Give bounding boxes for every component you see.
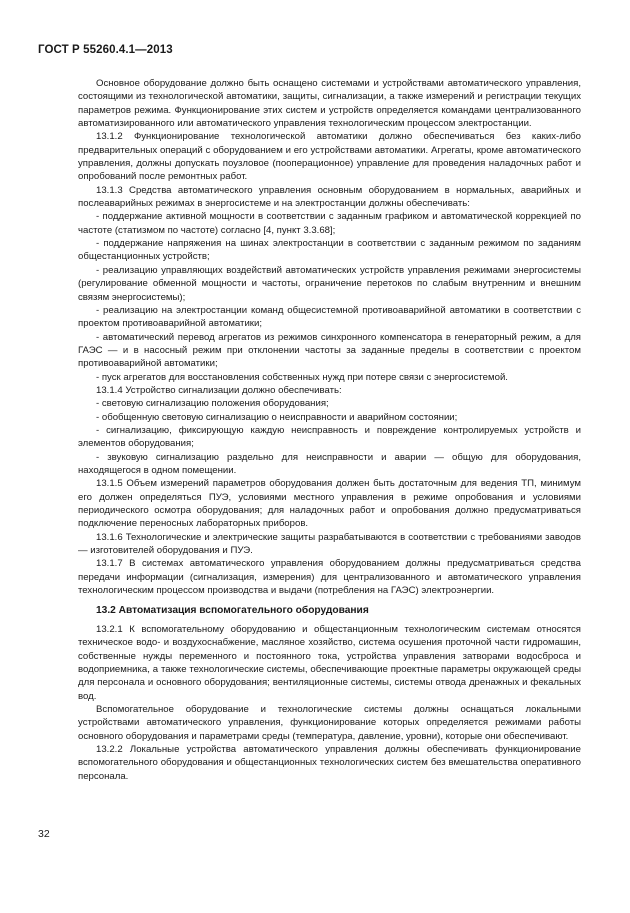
list-item: - обобщенную световую сигнализацию о неисправности и аварийном состоянии;: [96, 411, 458, 423]
page-number: 32: [38, 828, 50, 840]
paragraph: 13.1.7 В системах автоматического управления оборудованием должны предусматриваться средства передачи информации (сигнализация, измерения) для централизованного и автоматического управления технологическим процессом производства и выдачи (потребления на ГАЭС) электроэнергии.: [78, 558, 581, 597]
list-item: - реализацию управляющих воздействий автоматических устройств управления режимами энергосистемы (регулирование обменной мощности и частоты, ограничение перетоков по слабым внутренним и внешним связям энергосистемы);: [78, 264, 581, 303]
paragraph: Основное оборудование должно быть оснащено системами и устройствами автоматического управления, состоящими из технологической автоматики, защиты, сигнализации, а также измерений и регистрации текущих параметров режима. Функционирование этих систем и устройств определяется командами централизованного автоматизированного или автоматического управления технологическим процессом электростанции.: [78, 78, 581, 130]
document-body: [78, 77, 581, 783]
document-header: ГОСТ Р 55260.4.1—2013: [38, 44, 173, 56]
list-item: - звуковую сигнализацию раздельно для неисправности и аварии — общую для оборудования, находящегося в одном помещении.: [78, 451, 581, 476]
list-item: - поддержание активной мощности в соответствии с заданным графиком и автоматической коррекцией по частоте (статизмом по частоте) согласно [4, пункт 3.3.68];: [78, 211, 581, 236]
paragraph: 13.1.6 Технологические и электрические защиты разрабатываются в соответствии с требованиями заводов — изготовителей оборудования и ПУЭ.: [78, 531, 581, 557]
list-item: - автоматический перевод агрегатов из режимов синхронного компенсатора в генераторный режим, а для ГАЭС — и в насосный режим при отклонении частоты за заданные пределы в соответствии с проектом противоаварийной автоматики;: [78, 331, 581, 370]
section-title: 13.2 Автоматизация вспомогательного оборудования: [96, 605, 369, 617]
paragraph: 13.1.5 Объем измерений параметров оборудования должен быть достаточным для ведения ТП, минимум его должен определяться ПУЭ, условиями местного управления в режиме опробования и условиями периодического осмотра оборудования; для наладочных работ и опробования должно предусматриваться подключение переносных лабораторных приборов.: [78, 478, 581, 530]
list-item: - сигнализацию, фиксирующую каждую неисправность и повреждение контролируемых устройств и элементов оборудования;: [78, 424, 581, 450]
paragraph: 13.1.3 Средства автоматического управления основным оборудованием в нормальных, аварийных и послеаварийных режимах в энергосистеме и на электростанции должны обеспечивать:: [78, 184, 581, 210]
list-item: - поддержание напряжения на шинах электростанции в соответствии с заданным режимом по заданиям общестанционных устройств;: [78, 238, 581, 263]
list-item: - световую сигнализацию положения оборудования;: [96, 398, 329, 410]
list-item: - пуск агрегатов для восстановления собственных нужд при потере связи с энергосистемой.: [96, 371, 508, 383]
paragraph: 13.2.2 Локальные устройства автоматического управления должны обеспечивать функционирование вспомогательного оборудования и общестанционных технологических систем без вмешательства оперативного персонала.: [78, 744, 581, 782]
paragraph: 13.1.4 Устройство сигнализации должно обеспечивать:: [96, 384, 342, 396]
paragraph: 13.2.1 К вспомогательному оборудованию и общестанционным технологическим системам относятся техническое водо- и воздухоснабжение, масляное хозяйство, система осушения проточной части гидромашин, собственные нужды переменного и постоянного тока, устройства управления затворами водосброса и водоприемника, а также технологические системы, обеспечивающие проектные параметры окружающей среды для персонала и основного оборудования; вентиляционные системы, системы отвода дренажных и фекальных вод.: [78, 623, 581, 702]
paragraph: 13.1.2 Функционирование технологической автоматики должно обеспечиваться без каких-либо предварительных операций с оборудованием и его устройствами автоматики. Агрегаты, кроме автоматического управления, должны допускать поузловое (пооперационное) управление для проведения наладочных работ и опробований после ремонтных работ.: [78, 131, 581, 183]
list-item: - реализацию на электростанции команд общесистемной противоаварийной автоматики в соответствии с проектом противоаварийной автоматики;: [78, 304, 581, 330]
paragraph: Вспомогательное оборудование и технологические системы должны оснащаться локальными устройствами автоматического управления, функционирование которых определяется режимами работы основного оборудования и параметрами среды (температура, давление, уровни), которые они обеспечивают.: [78, 703, 581, 742]
